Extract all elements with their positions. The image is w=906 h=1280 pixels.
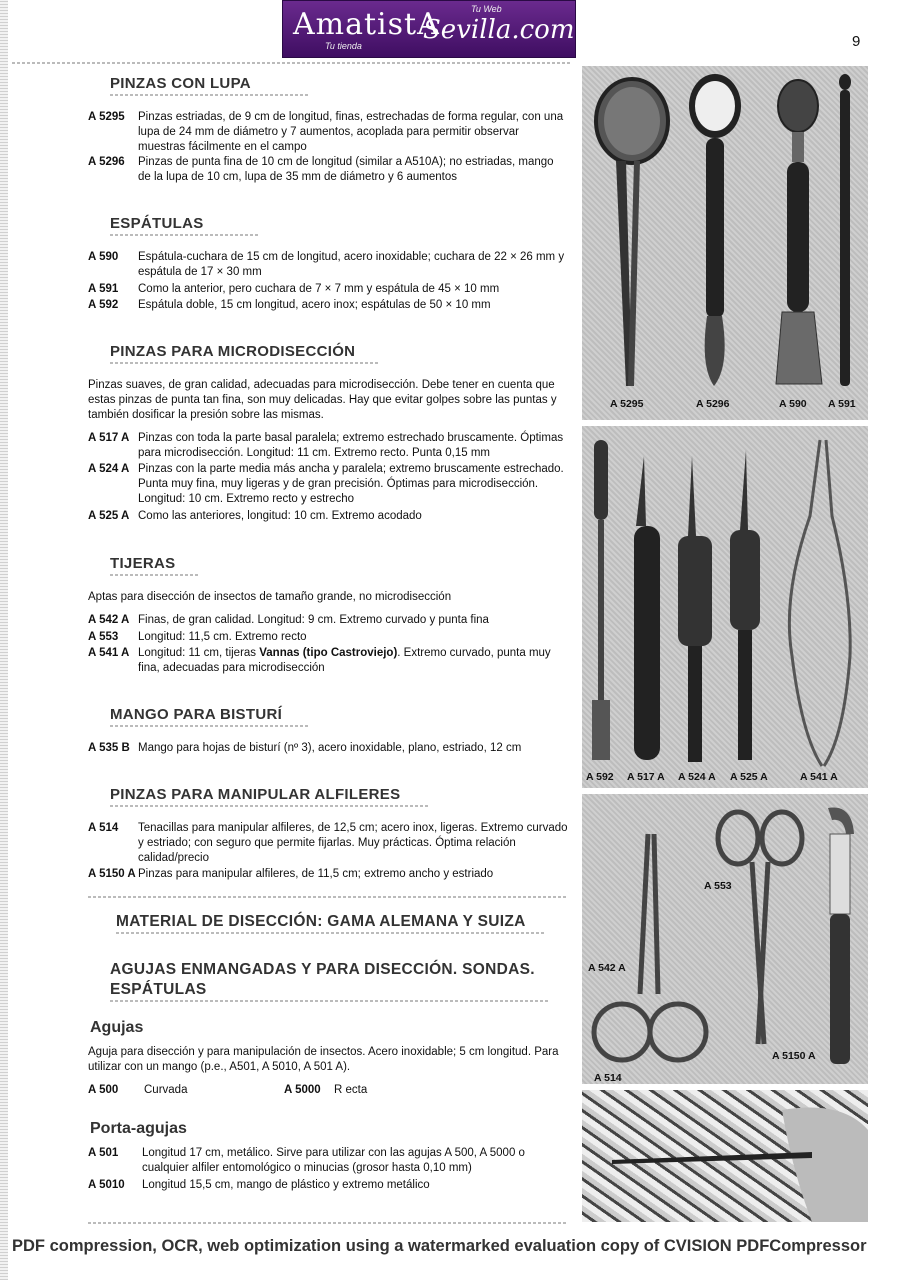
product-description: Curvada	[144, 1084, 188, 1096]
photo-label: A 525 A	[730, 771, 768, 783]
instrument-illustration	[582, 794, 868, 1084]
product-description: Pinzas para manipular alfileres, de 11,5 cm; extremo ancho y estriado	[138, 868, 494, 880]
title-underline	[116, 932, 546, 934]
product-description	[138, 646, 568, 676]
product-item	[88, 431, 568, 461]
product-code: A 500	[88, 1084, 119, 1096]
product-item	[284, 1083, 484, 1098]
section-title-agujas-line2: ESPÁTULAS	[110, 981, 207, 998]
photo-panel-tweezers-spatulas	[582, 66, 868, 420]
product-description: Pinzas con la parte media más ancha y paralela; extremo bruscamente estrechado. Punta muy fina, muy ligeras y de gran precisión. Óptimas para microdisección. Longitud: 10 cm. Extremo recto y estrecho	[138, 463, 564, 505]
product-code: A 517 A	[88, 432, 130, 444]
photo-panel-scissors	[582, 794, 868, 1084]
product-code: A 590	[88, 251, 119, 263]
product-item	[88, 298, 568, 313]
section-title-espatulas: ESPÁTULAS	[110, 215, 204, 232]
photo-label: A 5295	[610, 398, 644, 410]
product-code: A 501	[88, 1147, 119, 1159]
logo-script: Sevilla.com	[423, 15, 575, 45]
title-underline	[110, 805, 430, 807]
instrument-illustration	[582, 426, 868, 788]
title-underline	[110, 94, 310, 96]
product-item	[88, 646, 568, 676]
section-intro: Aptas para disección de insectos de tamaño grande, no microdisección	[88, 591, 452, 603]
photo-label: A 514	[594, 1072, 622, 1084]
product-code: A 514	[88, 822, 119, 834]
small-spatula-icon	[839, 74, 851, 386]
photo-label: A 542 A	[588, 962, 626, 974]
forceps-517-icon	[634, 456, 660, 760]
forceps-525-icon	[730, 450, 760, 760]
product-item	[88, 1178, 568, 1193]
title-underline	[110, 725, 310, 727]
desc-part: . Extremo curvado, punta muy fina, adecuadas para microdisección	[138, 647, 551, 674]
hand-with-tweezers-icon	[612, 1108, 868, 1223]
instrument-illustration	[582, 1090, 868, 1222]
product-photos	[582, 66, 868, 1224]
product-code: A 524 A	[88, 463, 130, 475]
forceps-524-icon	[678, 456, 712, 762]
product-description: Longitud 17 cm, metálico. Sirve para utilizar con las agujas A 500, A 5000 o cualquier alfiler entomológico o minucias (grosor hasta 0,10 mm)	[142, 1147, 525, 1174]
subsection-title-agujas: Agujas	[90, 1019, 144, 1036]
pin-forceps-icon	[828, 808, 854, 1064]
instrument-illustration	[582, 66, 868, 420]
product-code: A 553	[88, 631, 119, 643]
section-intro: Pinzas suaves, de gran calidad, adecuadas para microdisección. Debe tener en cuenta que estas pinzas de punta tan fina, son muy delicadas. Hay que evitar golpes sobre las puntas y también dosificar la presión sobre las mismas.	[88, 379, 557, 421]
product-code: A 592	[88, 299, 119, 311]
product-item	[88, 155, 568, 185]
product-description: Pinzas estriadas, de 9 cm de longitud, finas, estrechadas de forma regular, con una lupa de 24 mm de diámetro y 7 aumentos, acoplada para permitir observar muestras fácilmente en el campo	[138, 111, 564, 153]
product-item	[88, 821, 568, 866]
product-code: A 535 B	[88, 742, 130, 754]
product-code: A 5296	[88, 156, 125, 168]
watermark-footer: PDF compression, OCR, web optimization using a watermarked evaluation copy of CVISION PDFCompressor	[12, 1237, 867, 1255]
photo-panel-microdissection	[582, 426, 868, 788]
product-description: Longitud: 11,5 cm. Extremo recto	[138, 631, 307, 643]
product-description: Pinzas de punta fina de 10 cm de longitud (similar a A510A); no estriadas, mango de la lupa de 10 cm, lupa de 35 mm de diámetro y 6 aumentos	[138, 156, 554, 183]
magnifier-tweezers-icon	[596, 79, 668, 386]
product-item	[88, 613, 568, 628]
product-code: A 5010	[88, 1179, 125, 1191]
logo-sub-shop: Tu tienda	[325, 41, 362, 51]
product-item	[88, 462, 568, 507]
product-description: Espátula-cuchara de 15 cm de longitud, acero inoxidable; cuchara de 22 × 26 mm y espátula de 17 × 30 mm	[138, 251, 565, 278]
scissors-553-icon	[718, 812, 802, 1044]
product-description: Como la anterior, pero cuchara de 7 × 7 mm y espátula de 45 × 10 mm	[138, 283, 500, 295]
photo-label: A 524 A	[678, 771, 716, 783]
product-item	[88, 282, 568, 297]
product-description: Pinzas con toda la parte basal paralela; extremo estrechado bruscamente. Óptimas para microdisección. Longitud: 11 cm. Extremo recto. Punta 0,15 mm	[138, 432, 564, 459]
product-description: Longitud 15,5 cm, mango de plástico y extremo metálico	[142, 1179, 430, 1191]
subsection-title-porta: Porta-agujas	[90, 1120, 187, 1137]
title-underline	[110, 1000, 550, 1002]
scissors-542-icon	[594, 834, 706, 1060]
product-description: Espátula doble, 15 cm longitud, acero inox; espátulas de 50 × 10 mm	[138, 299, 491, 311]
product-item	[88, 741, 568, 756]
product-description: Finas, de gran calidad. Longitud: 9 cm. Extremo curvado y punta fina	[138, 614, 489, 626]
photo-label: A 5150 A	[772, 1050, 816, 1062]
page-number: 9	[852, 33, 861, 50]
section-title-gama: MATERIAL DE DISECCIÓN: GAMA ALEMANA Y SUIZA	[116, 913, 526, 930]
product-code: A 5150 A	[88, 868, 136, 880]
product-item	[88, 1146, 568, 1176]
photo-panel-pinned-insects	[582, 1090, 868, 1222]
photo-label: A 517 A	[627, 771, 665, 783]
section-title-microdiseccion: PINZAS PARA MICRODISECCIÓN	[110, 343, 356, 360]
double-spatula-icon	[592, 440, 610, 760]
section-title-pinzas-lupa: PINZAS CON LUPA	[110, 75, 251, 92]
title-underline	[110, 362, 380, 364]
product-item	[88, 509, 568, 524]
desc-part: Longitud: 11 cm, tijeras	[138, 647, 260, 659]
spoon-spatula-icon	[776, 80, 822, 384]
product-code: A 542 A	[88, 614, 130, 626]
product-item	[88, 110, 568, 155]
photo-label: A 592	[586, 771, 614, 783]
section-title-tijeras: TIJERAS	[110, 555, 176, 572]
logo-sub-web: Tu Web	[471, 4, 502, 14]
product-item	[88, 867, 568, 882]
product-code: A 525 A	[88, 510, 130, 522]
product-description: Como las anteriores, longitud: 10 cm. Extremo acodado	[138, 510, 422, 522]
photo-label: A 541 A	[800, 771, 838, 783]
product-item	[88, 1083, 268, 1098]
product-code: A 5000	[284, 1084, 321, 1096]
desc-bold: Vannas (tipo Castroviejo)	[259, 647, 398, 659]
photo-label: A 553	[704, 880, 732, 892]
section-title-agujas-line1: AGUJAS ENMANGADAS Y PARA DISECCIÓN. SONDAS.	[110, 961, 535, 978]
logo-main: AmatistA	[293, 7, 440, 42]
section-divider	[88, 896, 568, 898]
photo-label: A 5296	[696, 398, 730, 410]
product-item	[88, 630, 568, 645]
magnifier-handle-icon	[689, 74, 741, 386]
section-intro: Aguja para disección y para manipulación de insectos. Acero inoxidable; 5 cm longitud. Para utilizar con un mango (p.e., A501, A 5010, A 501 A).	[88, 1046, 559, 1073]
product-code: A 5295	[88, 111, 125, 123]
title-underline	[110, 234, 260, 236]
product-code: A 541 A	[88, 647, 130, 659]
photo-label: A 590	[779, 398, 807, 410]
photo-label: A 591	[828, 398, 856, 410]
title-underline	[110, 574, 200, 576]
vannas-scissors-icon	[789, 440, 850, 766]
product-description: R ecta	[334, 1084, 368, 1096]
product-description: Mango para hojas de bisturí (nº 3), acero inoxidable, plano, estriado, 12 cm	[138, 742, 522, 754]
product-item	[88, 250, 568, 280]
product-code: A 591	[88, 283, 119, 295]
section-title-mango: MANGO PARA BISTURÍ	[110, 706, 283, 723]
section-title-alfileres: PINZAS PARA MANIPULAR ALFILERES	[110, 786, 401, 803]
product-description: Tenacillas para manipular alfileres, de 12,5 cm; acero inox, ligeras. Extremo curvado y estriado; con seguro que permite fijarlas. Muy prácticas. Óptima relación calidad/precio	[138, 822, 568, 864]
footer-divider	[88, 1222, 568, 1224]
